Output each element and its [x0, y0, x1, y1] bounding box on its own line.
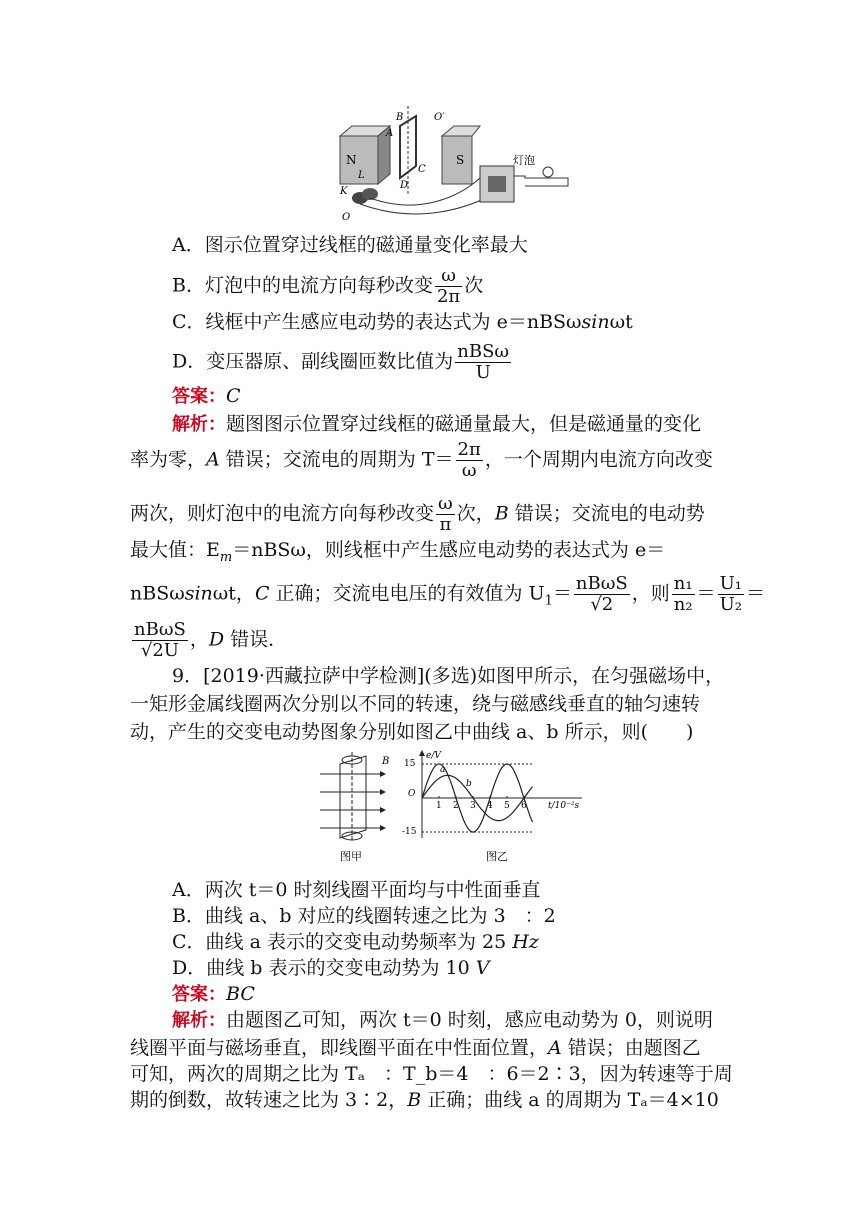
q8-analysis-line2: 率为零，A 错误；交流电的周期为 T＝ $\frac{2\pi}{\omega}$ ，一个周期内电流方向改变	[130, 439, 713, 481]
fraction: $\frac{\omega}{2\pi}$	[436, 265, 461, 307]
svg-text:A: A	[386, 128, 394, 139]
ytick-15: 15	[404, 759, 416, 769]
q8-option-a: A．图示位置穿过线框的磁通量变化率最大	[172, 234, 528, 256]
svg-text:L: L	[358, 170, 365, 181]
q9-stem-line1: 9．[2019·西藏拉萨中学检测](多选)如图甲所示，在匀强磁场中，	[172, 665, 725, 687]
generator-figure	[330, 106, 570, 226]
xtick-label: 6	[521, 801, 527, 811]
q9-analysis-line1: 解析：由题图乙可知，两次 t＝0 时刻，感应电动势为 0，则说明	[172, 1009, 713, 1031]
xtick-label: 2	[453, 801, 459, 811]
svg-text:K: K	[340, 186, 348, 197]
q9-option-d: D．曲线 b 表示的交变电动势为 10 V	[172, 957, 490, 979]
svg-text:O′: O′	[434, 112, 445, 123]
q8-analysis-line6: $\frac{\text{nBωS}}{√2U}$ ，D 错误．	[134, 619, 288, 661]
field-b-label: B	[382, 756, 390, 767]
q8-option-d: D．变压器原、副线圈匝数比值为 $\frac{\text{nBSω}}{U}$	[172, 341, 510, 383]
magnet-s-label: S	[456, 153, 465, 167]
origin-label: O	[408, 789, 416, 799]
q9-option-b: B．曲线 a、b 对应的线圈转速之比为 3 ：2	[172, 905, 556, 927]
q8-option-b: B．灯泡中的电流方向每秒改变 $\frac{\omega}{2\pi}$ 次	[172, 265, 484, 307]
lamp-label: 灯泡	[513, 154, 535, 167]
y-axis-label: e/V	[426, 751, 441, 761]
coil-figure	[318, 752, 398, 864]
q9-analysis-line4: 期的倒数，故转速之比为 3∶2，B 正确；曲线 a 的周期为 Tₐ＝4×10	[130, 1089, 719, 1111]
series-a-label: a	[440, 765, 446, 775]
caption-jia: 图甲	[340, 850, 362, 863]
q8-option-c: C．线框中产生感应电动势的表达式为 e＝nBSωsinωt	[172, 311, 633, 333]
q9-analysis-line3: 可知，两次的周期之比为 Tₐ ：T_b＝4 ：6＝2∶3，因为转速等于周	[130, 1063, 733, 1085]
svg-text:C: C	[418, 164, 426, 175]
q9-option-c: C．曲线 a 表示的交变电动势频率为 25 Hz	[172, 931, 539, 953]
q8-analysis-line5: nBSωsinωt，C 正确；交流电电压的有效值为 $U_1=$ $\frac{\text{nBωS}}{√2}$ ，则 $\frac{\text{n₁}}{\text{n₂}}$ ＝ $\frac{\text{U₁}}{\text{U₂}}$ ＝	[130, 573, 765, 615]
caption-yi: 图乙	[486, 850, 508, 863]
q8-analysis-line3: 两次，则灯泡中的电流方向每秒改变 $\frac{\omega}{\pi}$ 次，B 错误；交流电的电动势	[130, 493, 705, 535]
ytick-neg15: -15	[402, 827, 417, 837]
magnet-n-label: N	[346, 153, 357, 167]
xtick-label: 3	[470, 801, 476, 811]
svg-text:D: D	[400, 180, 409, 191]
q8-analysis-line4: 最大值：$E_m=nBS\omega$，则线框中产生感应电动势的表达式为 e＝	[130, 539, 666, 565]
q8-analysis-line1: 解析：题图图示位置穿过线框的磁通量最大，但是磁通量的变化	[172, 413, 702, 435]
svg-text:O: O	[342, 212, 351, 223]
q9-analysis-line2: 线圈平面与磁场垂直，即线圈平面在中性面位置，A 错误；由题图乙	[130, 1037, 701, 1059]
svg-text:B: B	[396, 112, 404, 123]
q9-answer: 答案：BC	[172, 983, 255, 1005]
emf-chart	[402, 748, 592, 866]
xtick-label: 4	[487, 801, 493, 811]
series-b-label: b	[466, 779, 472, 789]
q8-answer: 答案：C	[172, 385, 241, 407]
xtick-label: 1	[436, 801, 442, 811]
x-axis-label: t/10⁻²s	[548, 801, 580, 811]
q9-stem-line3: 动，产生的交变电动势图象分别如图乙中曲线 a、b 所示，则( )	[130, 721, 694, 743]
q9-stem-line2: 一矩形金属线圈两次分别以不同的转速，绕与磁感线垂直的轴匀速转	[130, 693, 701, 715]
xtick-label: 5	[504, 801, 510, 811]
q9-option-a: A．两次 t＝0 时刻线圈平面均与中性面垂直	[172, 879, 541, 901]
